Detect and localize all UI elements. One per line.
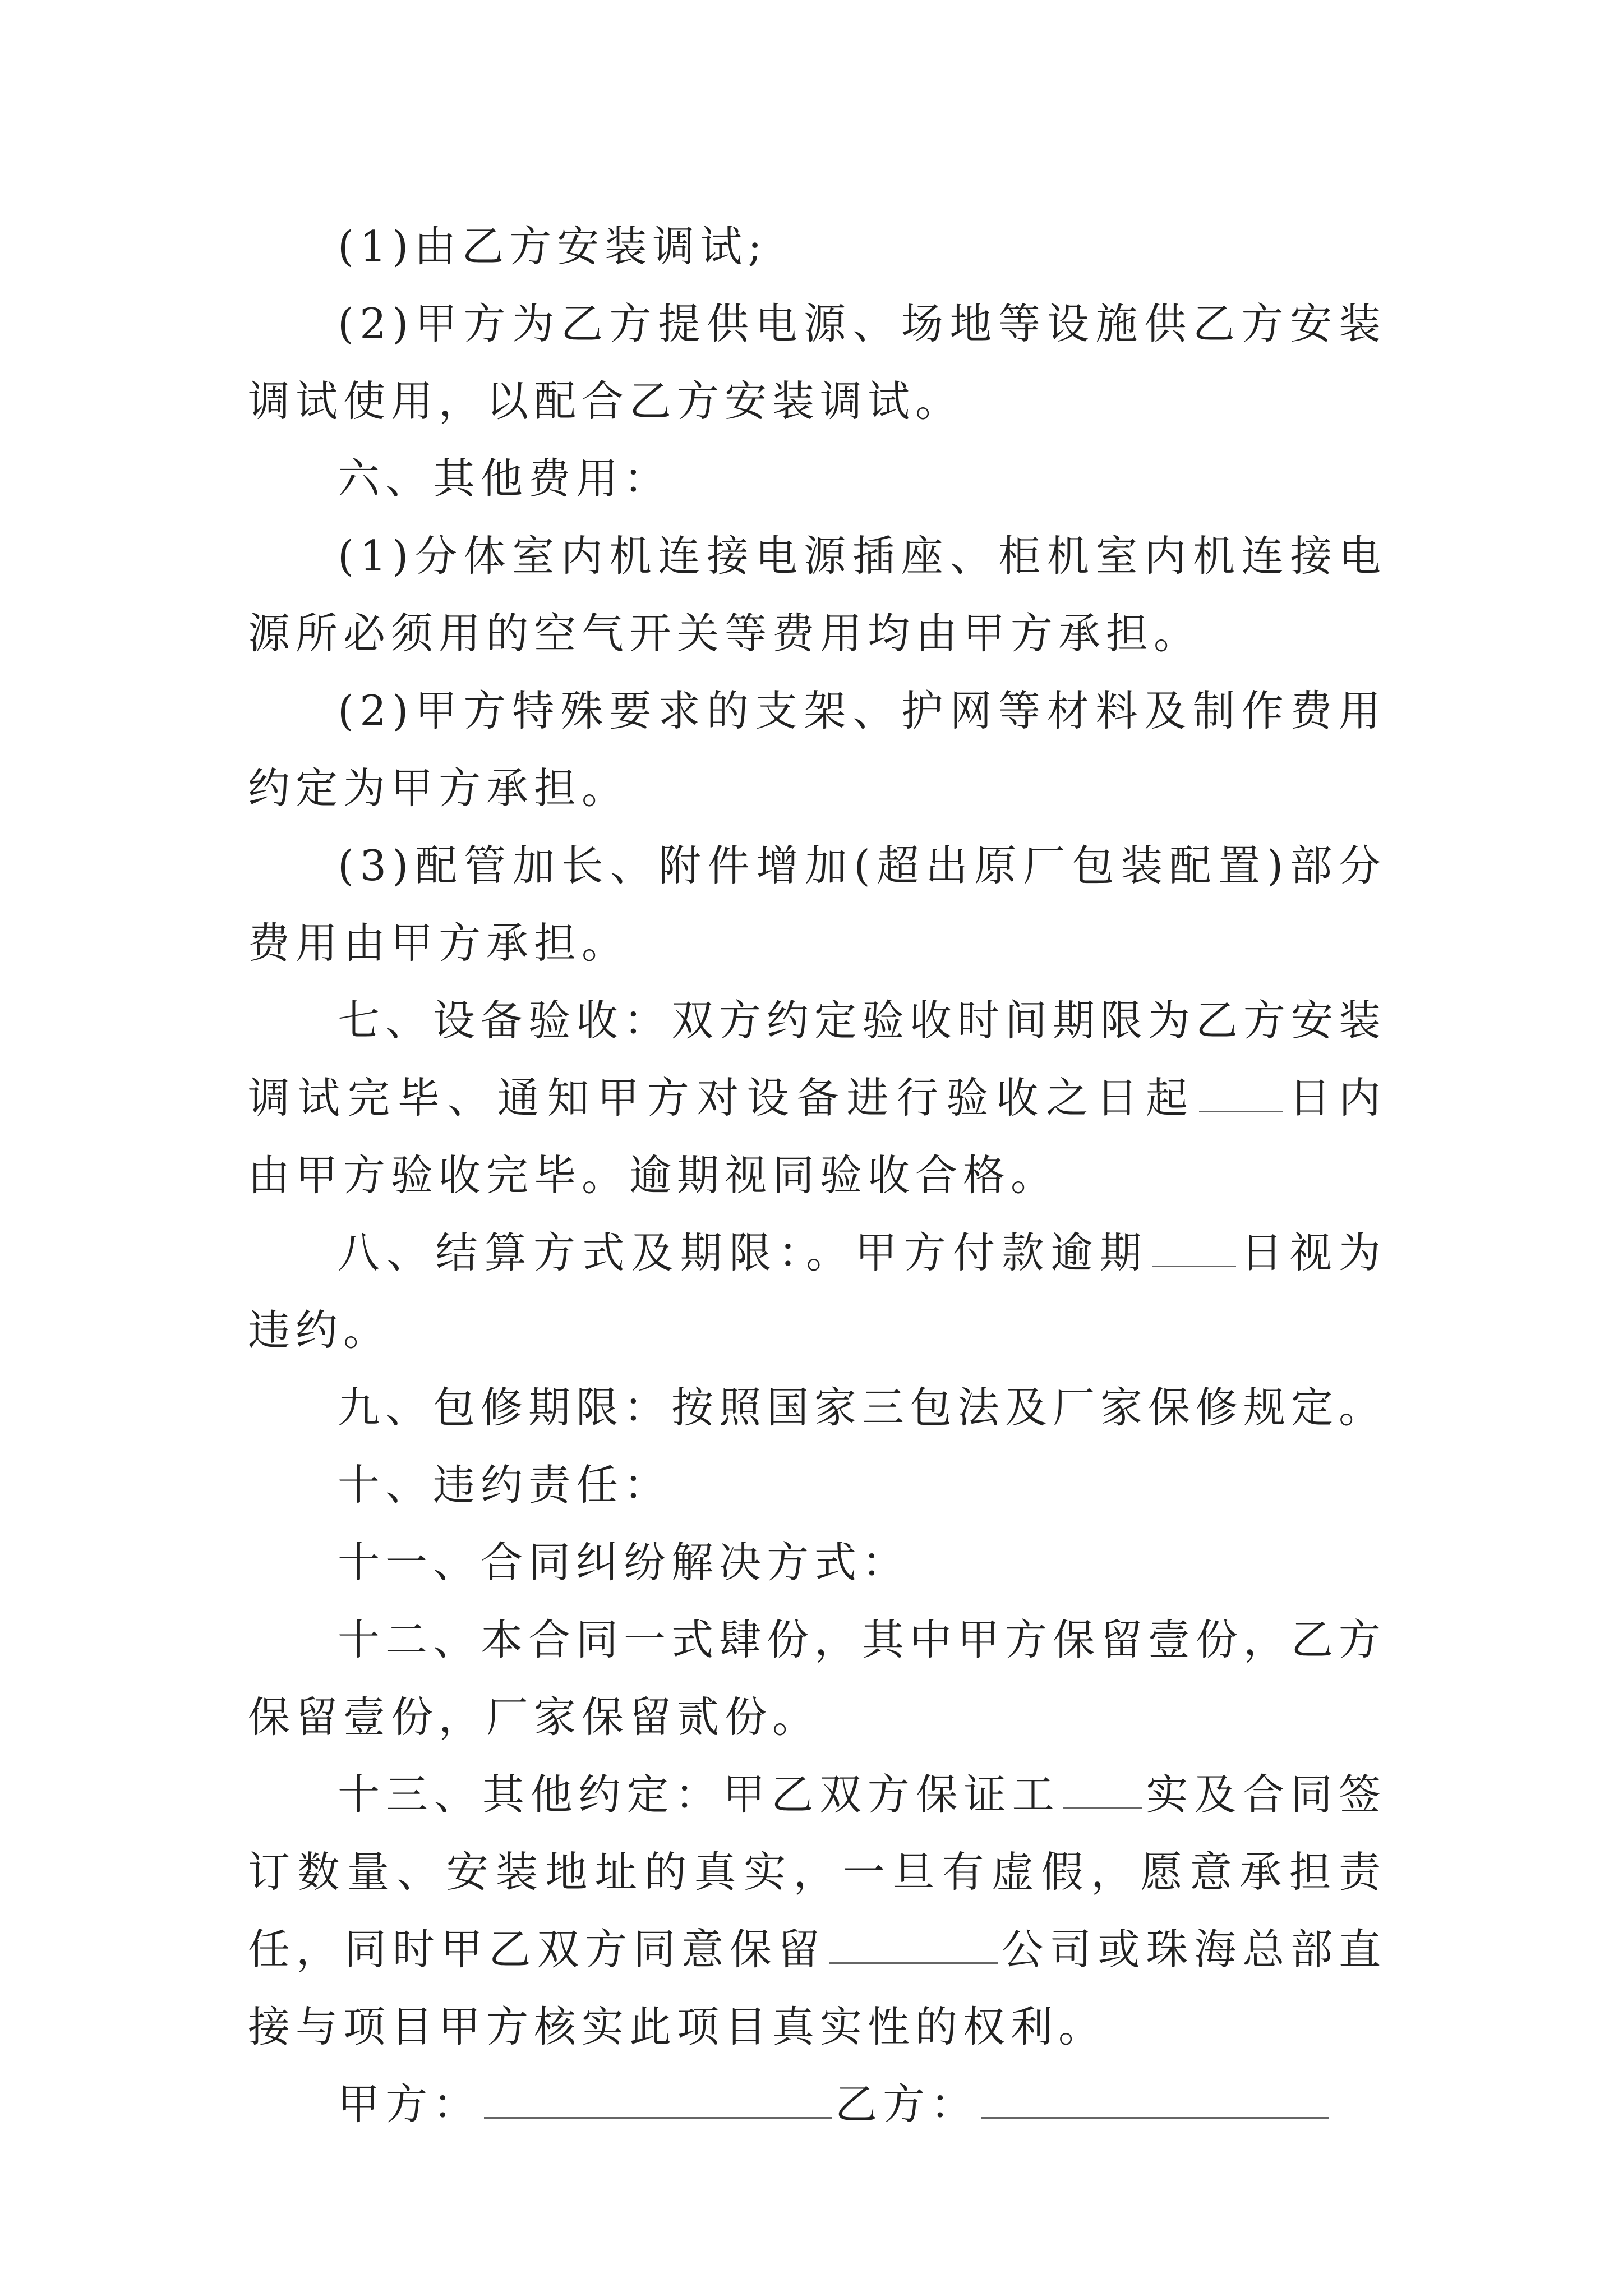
clause-6-item-1: (1)分体室内机连接电源插座、柜机室内机连接电源所必须用的空气开关等费用均由甲方承担。 xyxy=(248,531,1386,658)
clause-10-liability: 十、违约责任： xyxy=(338,1460,672,1510)
party-a-label: 甲方： xyxy=(338,2079,481,2129)
clause-13-text-a: 十三、其他约定：甲乙双方保证工 xyxy=(338,1770,1061,1819)
clause-6-heading: 六、其他费用： xyxy=(338,454,672,503)
clause-13-other xyxy=(248,1756,1386,2065)
clause-8-text-a: 八、结算方式及期限：。甲方付款逾期 xyxy=(338,1228,1149,1277)
clause-install-1: (1)由乙方安装调试; xyxy=(338,222,768,271)
clause-13-text-c: 公司或珠海总部直接与项目甲方核实此项目真实性的权利。 xyxy=(248,1925,1386,2051)
party-b-signature-line xyxy=(981,2078,1329,2119)
clause-11-dispute: 十一、合同纠纷解决方式： xyxy=(338,1538,910,1587)
clause-8-text-b: 日视为违约。 xyxy=(248,1228,1386,1355)
party-b-label: 乙方： xyxy=(835,2079,979,2129)
clause-6-item-2: (2)甲方特殊要求的支架、护网等材料及制作费用约定为甲方承担。 xyxy=(248,686,1386,813)
clause-8-settlement xyxy=(248,1214,1386,1369)
company-blank xyxy=(829,1923,998,1964)
clause-13-text-b: 实及合同签订数量、安装地址的真实，一旦有虚假，愿意承担责任，同时甲乙双方同意保留 xyxy=(248,1770,1386,1974)
clause-7-text-a: 七、设备验收：双方约定验收时间期限为乙方安装调试完毕、通知甲方对设备进行验收之日起 xyxy=(248,996,1387,1122)
clause-12-copies: 十二、本合同一式肆份，其中甲方保留壹份，乙方保留壹份，厂家保留贰份。 xyxy=(248,1615,1387,1742)
party-a-signature-line xyxy=(484,2078,832,2119)
project-blank xyxy=(1063,1768,1142,1809)
clause-6-item-3: (3)配管加长、附件增加(超出原厂包装配置)部分费用由甲方承担。 xyxy=(248,841,1386,968)
clause-install-2: (2)甲方为乙方提供电源、场地等设施供乙方安装调试使用，以配合乙方安装调试。 xyxy=(248,299,1386,426)
acceptance-days-blank xyxy=(1199,1071,1283,1112)
clause-7-text-b: 日内由甲方验收完毕。逾期视同验收合格。 xyxy=(248,1073,1386,1200)
overdue-days-blank xyxy=(1152,1226,1236,1267)
clause-9-warranty: 九、包修期限：按照国家三包法及厂家保修规定。 xyxy=(338,1383,1387,1432)
signature-row xyxy=(248,2065,1386,2143)
clause-7-acceptance xyxy=(248,982,1386,1214)
contract-body xyxy=(248,208,1386,2143)
